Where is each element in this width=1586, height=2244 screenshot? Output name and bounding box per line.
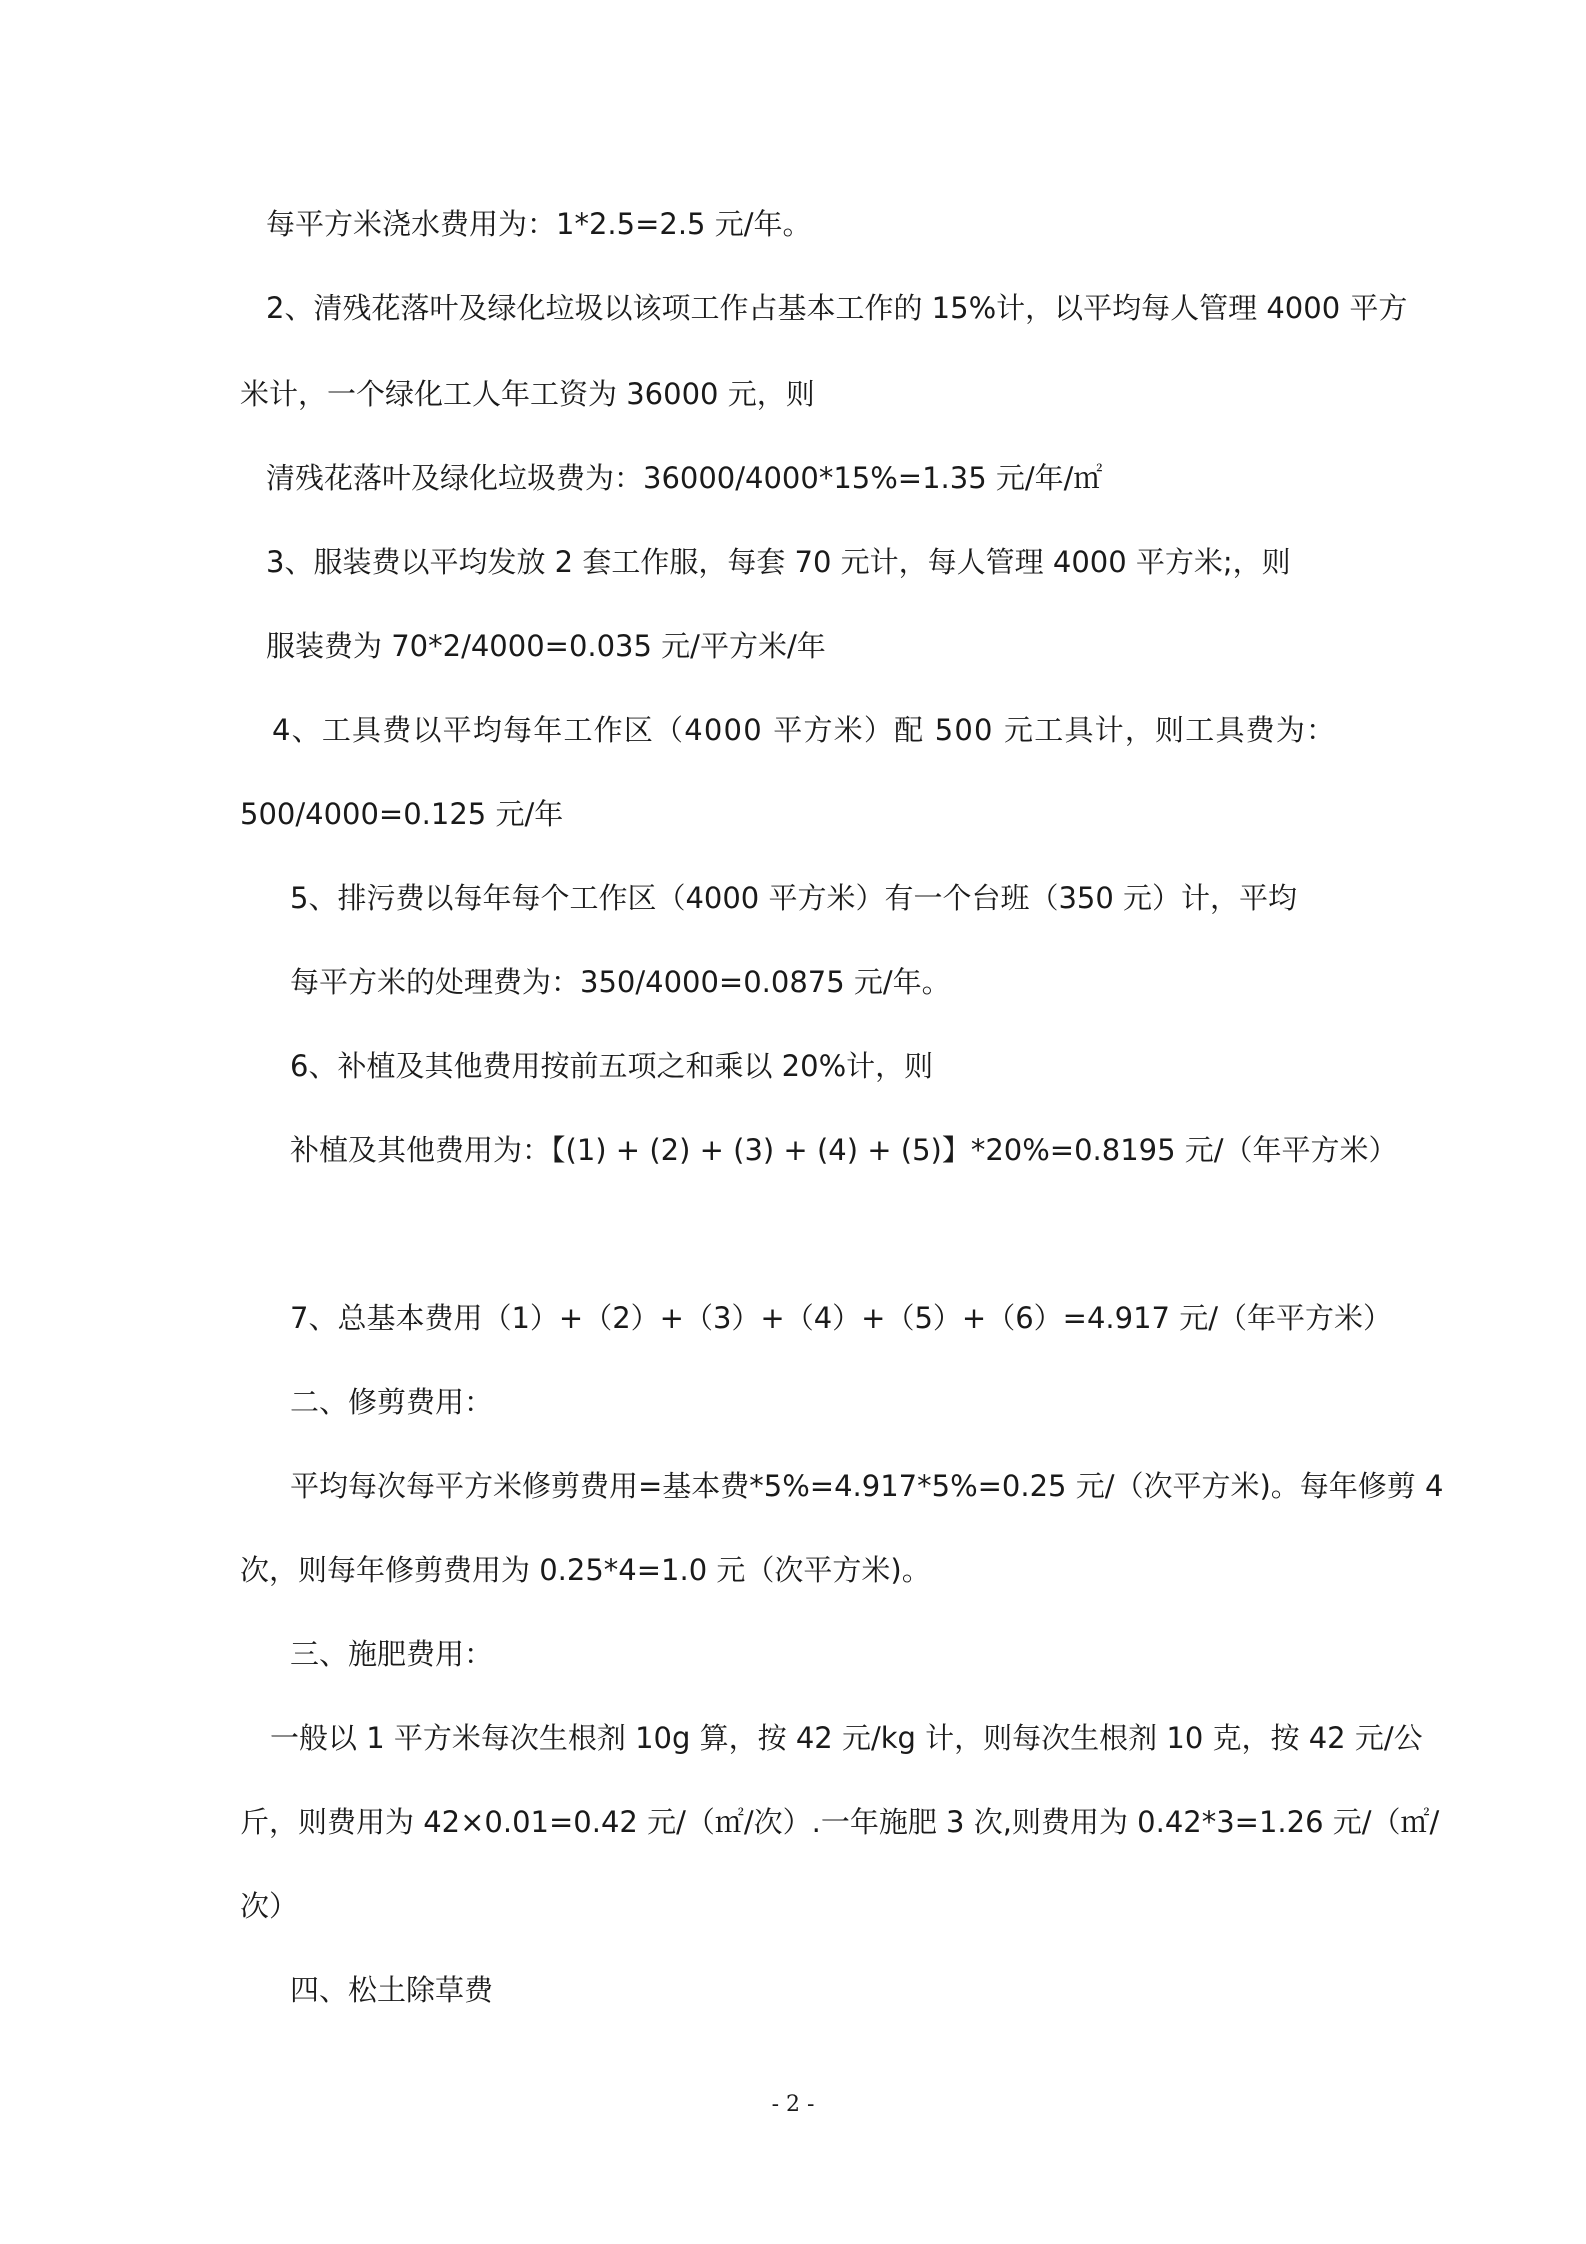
page-number: - 2 -	[771, 2092, 815, 2117]
text-line: 7、总基本费用（1）+（2）+（3）+（4）+（5）+（6）=4.917 元/（年平方米）	[290, 1301, 1392, 1335]
text-line: 500/4000=0.125 元/年	[240, 797, 564, 831]
text-line: 次，则每年修剪费用为 0.25*4=1.0 元（次平方米)。	[240, 1553, 931, 1587]
text-line: 6、补植及其他费用按前五项之和乘以 20%计，则	[290, 1049, 934, 1083]
text-line: 每平方米浇水费用为：1*2.5=2.5 元/年。	[266, 207, 812, 241]
text-line: 一般以 1 平方米每次生根剂 10g 算，按 42 元/kg 计，则每次生根剂 10 克，按 42 元/公	[270, 1721, 1423, 1755]
section-heading: 四、松土除草费	[290, 1973, 494, 2007]
text-line: 每平方米的处理费为：350/4000=0.0875 元/年。	[290, 965, 951, 999]
text-line: 次）	[240, 1889, 299, 1923]
text-line: 4、工具费以平均每年工作区（4000 平方米）配 500 元工具计，则工具费为：	[272, 713, 1337, 747]
text-line: 米计，一个绿化工人年工资为 36000 元，则	[240, 377, 815, 411]
text-line: 清残花落叶及绿化垃圾费为：36000/4000*15%=1.35 元/年/㎡	[266, 461, 1103, 495]
text-line: 补植及其他费用为：【(1) + (2) + (3) + (4) + (5)】*20%=0.8195 元/（年平方米）	[290, 1133, 1398, 1167]
text-line: 3、服装费以平均发放 2 套工作服，每套 70 元计，每人管理 4000 平方米;，则	[266, 545, 1291, 579]
text-line: 5、排污费以每年每个工作区（4000 平方米）有一个台班（350 元）计，平均	[290, 881, 1298, 915]
section-heading: 二、修剪费用：	[290, 1385, 494, 1419]
text-line: 平均每次每平方米修剪费用=基本费*5%=4.917*5%=0.25 元/（次平方米)。每年修剪 4	[290, 1469, 1444, 1503]
text-line: 斤，则费用为 42×0.01=0.42 元/（㎡/次）.一年施肥 3 次,则费用为 0.42*3=1.26 元/（㎡/	[240, 1805, 1440, 1839]
text-line: 服装费为 70*2/4000=0.035 元/平方米/年	[266, 629, 826, 663]
text-line: 2、清残花落叶及绿化垃圾以该项工作占基本工作的 15%计，以平均每人管理 4000 平方	[266, 291, 1408, 325]
section-heading: 三、施肥费用：	[290, 1637, 494, 1671]
